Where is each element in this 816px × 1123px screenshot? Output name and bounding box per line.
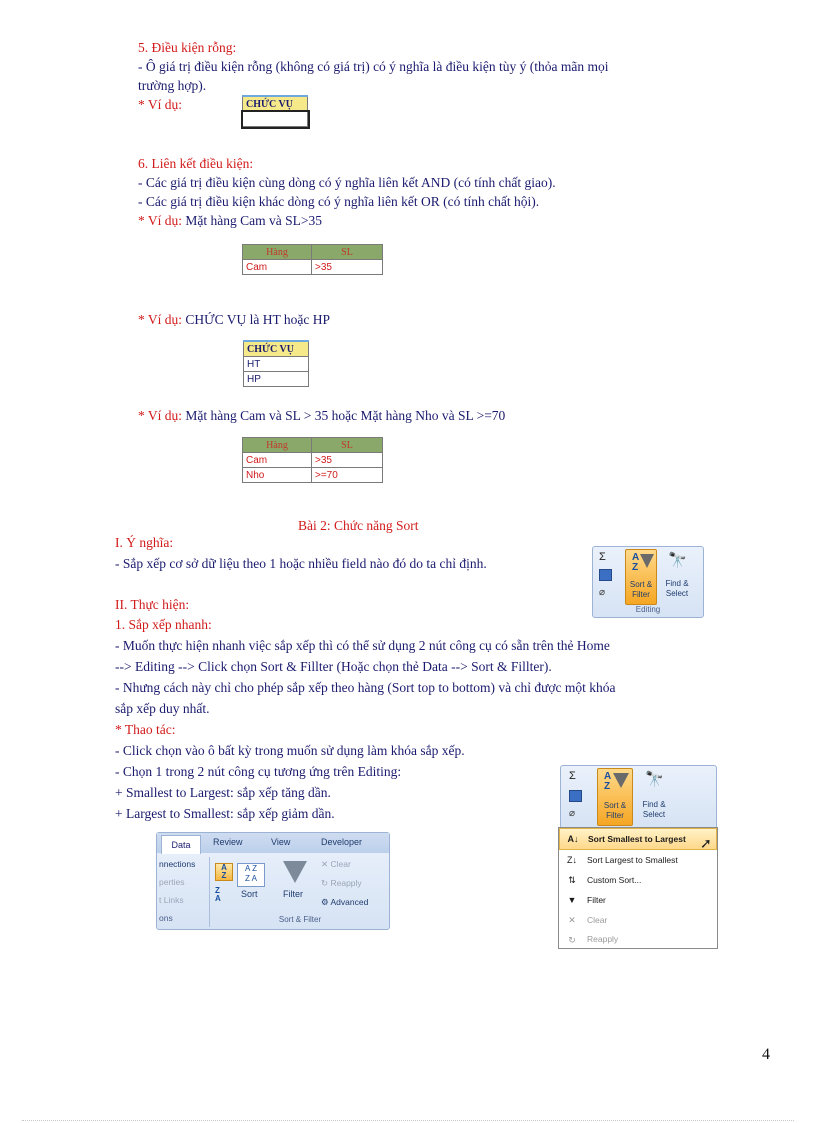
part2-heading: II. Thực hiện: (115, 597, 190, 612)
table-cell: Cam (243, 453, 312, 468)
advanced-label: Advanced (330, 897, 369, 907)
menu-item-label: Filter (587, 895, 606, 905)
sort-filter-button[interactable] (597, 768, 633, 826)
example1-table (242, 244, 383, 275)
example3-text: Mặt hàng Cam và SL > 35 hoặc Mặt hàng Nho và SL >=70 (182, 408, 506, 423)
part1-line: - Sắp xếp cơ sở dữ liệu theo 1 hoặc nhiều field nào đó do ta chỉ định. (115, 556, 487, 571)
custom-sort-icon: ⇅ (568, 875, 576, 885)
table-header-sl: SL (312, 438, 383, 453)
filter-button[interactable]: Filter (283, 889, 303, 899)
menu-item-label: Reapply (587, 934, 619, 944)
sort-az-icon: A Z (632, 552, 640, 573)
table-header-sl: SL (312, 245, 383, 260)
section5-heading: 5. Điều kiện rỗng: (138, 40, 237, 55)
example2-table (243, 340, 309, 387)
example2-label: * Ví dụ: (138, 312, 183, 327)
find-select-label2: Select (642, 810, 666, 819)
sort-ascending-button[interactable]: A Z (215, 863, 233, 881)
reapply-button[interactable]: ↻ Reapply (321, 878, 362, 888)
clear-button[interactable]: ✕ Clear (321, 859, 351, 869)
op1: - Click chọn vào ô bất kỳ trong muốn sử dụng làm khóa sắp xếp. (115, 743, 465, 758)
funnel-icon (640, 554, 654, 568)
op2: - Chọn 1 trong 2 nút công cụ tương ứng trên Editing: (115, 764, 402, 779)
example1-label: * Ví dụ: (138, 213, 183, 228)
section5-line1: - Ô giá trị điều kiện rỗng (không có giá trị) có ý nghĩa là điều kiện tùy ý (thỏa mãn mọi (138, 59, 609, 74)
find-select-label2: Select (665, 589, 689, 598)
lesson2-line1: - Muốn thực hiện nhanh việc sắp xếp thì có thể sử dụng 2 nút công cụ có sẵn trên thẻ Home (115, 638, 610, 653)
fill-icon[interactable] (599, 569, 612, 581)
mouse-cursor-icon: ➚ (700, 836, 712, 852)
section6-heading: 6. Liên kết điều kiện: (138, 156, 254, 171)
filter-funnel-icon (283, 861, 307, 883)
find-select-button[interactable] (635, 768, 673, 824)
properties-item[interactable]: perties (159, 877, 185, 887)
sort-dialog-icon: A Z Z A (237, 863, 265, 887)
table-cell: HT (244, 357, 309, 372)
menu-item-label: Sort Smallest to Largest (588, 834, 686, 844)
table-header-hang: Hàng (243, 245, 312, 260)
ops-heading: * Thao tác: (115, 722, 176, 737)
page-number: 4 (762, 1046, 770, 1063)
binoculars-icon: 🔭 (645, 771, 664, 788)
autosum-icon[interactable]: Σ (599, 551, 606, 563)
table-cell: Nho (243, 468, 312, 483)
sort-filter-label2: Filter (606, 811, 624, 820)
editing-ribbon-group (592, 546, 704, 618)
example3-table (242, 437, 383, 483)
edit-links-item[interactable]: t Links (159, 895, 184, 905)
menu-clear[interactable] (559, 910, 717, 930)
funnel-icon (613, 773, 629, 788)
data-ribbon (156, 832, 390, 930)
menu-custom-sort[interactable] (559, 870, 717, 890)
reapply-icon: ↻ (568, 935, 576, 945)
op3: + Smallest to Largest: sắp xếp tăng dần. (115, 785, 331, 800)
editing-ribbon-large (560, 765, 717, 829)
sub1-heading: 1. Sắp xếp nhanh: (115, 617, 212, 632)
find-select-button[interactable] (659, 549, 695, 603)
clear-icon[interactable]: ⌀ (569, 808, 576, 819)
menu-item-label: Sort Largest to Smallest (587, 855, 678, 865)
clear-filter-icon: ✕ (568, 915, 576, 925)
tab-data[interactable]: Data (161, 835, 201, 854)
menu-reapply[interactable] (559, 930, 717, 948)
section5-example-label: * Ví dụ: (138, 97, 183, 112)
fill-icon[interactable] (569, 790, 582, 802)
sort-az-icon: A Z (604, 771, 612, 792)
footer-divider (22, 1120, 794, 1121)
menu-item-label: Custom Sort... (587, 875, 642, 885)
tab-developer[interactable]: Developer (321, 837, 363, 847)
filter-icon: ▼ (567, 895, 577, 905)
sort-desc-icon: Z↓ (567, 855, 577, 865)
op4: + Largest to Smallest: sắp xếp giảm dần. (115, 806, 335, 821)
lesson2-line4: sắp xếp duy nhất. (115, 701, 210, 716)
clear-icon[interactable]: ⌀ (599, 587, 606, 598)
sort-filter-button[interactable] (625, 549, 657, 605)
part1-heading: I. Ý nghĩa: (115, 535, 174, 550)
sort-descending-button[interactable]: Z A (215, 886, 221, 903)
sort-asc-icon: A↓ (567, 834, 579, 844)
table-header-chucvu: CHỨC VỤ (244, 341, 309, 357)
lesson2-line3: - Nhưng cách này chỉ cho phép sắp xếp theo hàng (Sort top to bottom) và chỉ được một khóa (115, 680, 616, 695)
table-cell: Cam (243, 260, 312, 275)
clear-label: Clear (330, 859, 351, 869)
menu-item-label: Clear (587, 915, 608, 925)
lesson2-title: Bài 2: Chức năng Sort (298, 518, 419, 533)
connections-item[interactable]: nnections (159, 859, 196, 869)
empty-condition-table (242, 95, 308, 127)
example2-text: CHỨC VỤ là HT hoặc HP (182, 312, 330, 327)
find-select-label: Find & (665, 579, 689, 588)
sort-filter-group-label: Sort & Filter (278, 915, 322, 924)
sort-button[interactable]: Sort (241, 889, 258, 899)
sort-filter-label: Sort & (603, 801, 627, 810)
advanced-button[interactable]: ⚙ Advanced (321, 897, 369, 907)
tab-view[interactable]: View (271, 837, 291, 847)
ribbon-tab-strip (157, 833, 389, 853)
group-divider (209, 857, 210, 927)
sort-filter-label: Sort & (629, 580, 653, 589)
section6-line2: - Các giá trị điều kiện khác dòng có ý nghĩa liên kết OR (có tính chất hội). (138, 194, 540, 209)
connections-group-label: ons (159, 913, 173, 923)
table-cell: >=70 (312, 468, 383, 483)
table-cell: >35 (312, 260, 383, 275)
menu-sort-asc[interactable] (559, 828, 717, 850)
sort-filter-label2: Filter (632, 590, 650, 599)
find-select-label: Find & (642, 800, 666, 809)
lesson2-line2: --> Editing --> Click chọn Sort & Fillter (Hoặc chọn thẻ Data --> Sort & Fillter). (115, 659, 552, 674)
editing-group-label: Editing (635, 605, 661, 614)
menu-filter[interactable] (559, 890, 717, 910)
table-header-hang: Hàng (243, 438, 312, 453)
empty-cell (243, 112, 308, 127)
sort-filter-dropdown (558, 827, 718, 949)
table-header-chucvu: CHỨC VỤ (243, 96, 308, 112)
table-cell: >35 (312, 453, 383, 468)
example2-line (138, 310, 330, 329)
example3-label: * Ví dụ: (138, 408, 183, 423)
section5-line2: trường hợp). (138, 78, 207, 93)
example3-line (138, 406, 505, 425)
binoculars-icon: 🔭 (668, 552, 687, 569)
example1-text: Mặt hàng Cam và SL>35 (182, 213, 322, 228)
table-cell: HP (244, 372, 309, 387)
section6-line1: - Các giá trị điều kiện cùng dòng có ý nghĩa liên kết AND (có tính chất giao). (138, 175, 556, 190)
example1-line (138, 211, 322, 230)
autosum-icon[interactable]: Σ (569, 770, 576, 782)
reapply-label: Reapply (330, 878, 362, 888)
tab-review[interactable]: Review (213, 837, 243, 847)
menu-sort-desc[interactable] (559, 850, 717, 870)
